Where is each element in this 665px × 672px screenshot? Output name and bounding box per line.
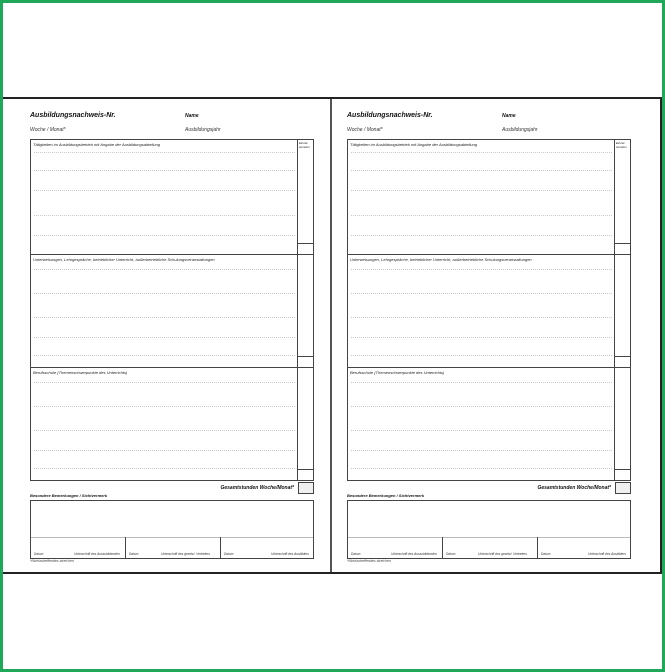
training-year-label: Ausbildungsjahr [502, 127, 538, 133]
guardian-signature-label: Unterschrift des gesetzl. Vertreters [478, 552, 527, 556]
section-label: Unterweisungen, Lehrgespräche, betrieblicher Unterricht, außerbetriebliche Schulungsveranstaltungen [350, 257, 532, 262]
hours-column [614, 368, 630, 480]
name-label: Name [185, 113, 199, 119]
hours-column [297, 368, 313, 480]
trainee-signature-label: Unterschrift des Auszubildenden [74, 552, 120, 556]
signature-date-label: Datum [224, 552, 234, 556]
signature-date-label: Datum [34, 552, 44, 556]
hours-column [614, 255, 630, 367]
footnote: *Nichtzutreffendes streichen [347, 559, 391, 563]
vocational-school-section [347, 367, 631, 481]
hours-label: Einzel-stunden [616, 141, 627, 149]
company-activities-section [347, 139, 631, 255]
instructions-section [347, 254, 631, 368]
remarks-box [347, 500, 631, 559]
trainer-signature-label: Unterschrift des Ausbilders [271, 552, 309, 556]
remarks-section [30, 493, 314, 559]
signature-date-label: Datum [541, 552, 551, 556]
instructions-section [30, 254, 314, 368]
total-hours-label: Gesamtstunden Woche/Monat* [220, 485, 294, 491]
signature-date-label: Datum [351, 552, 361, 556]
remarks-label: Besondere Bemerkungen / Sichtvermerk [30, 493, 108, 498]
report-number-label: Ausbildungsnachweis-Nr. [30, 112, 116, 119]
page-fold [330, 99, 332, 572]
hours-column [614, 140, 630, 254]
section-label: Berufsschule (Themenschwerpunkte des Unterrichts) [33, 370, 128, 375]
right-page [343, 99, 659, 572]
hours-column [297, 140, 313, 254]
week-month-label: Woche / Monat* [347, 127, 383, 133]
remarks-section [347, 493, 631, 559]
trainee-signature-label: Unterschrift des Auszubildenden [391, 552, 437, 556]
remarks-label: Besondere Bemerkungen / Sichtvermerk [347, 493, 425, 498]
total-hours-label: Gesamtstunden Woche/Monat* [537, 485, 611, 491]
remarks-box [30, 500, 314, 559]
section-label: Tätigkeiten im Ausbildungsbetrieb mit Angabe der Ausbildungsabteilung [350, 142, 477, 147]
vocational-school-section [30, 367, 314, 481]
company-activities-section [30, 139, 314, 255]
signature-date-label: Datum [129, 552, 139, 556]
report-spread [3, 97, 662, 574]
report-number-label: Ausbildungsnachweis-Nr. [347, 112, 433, 119]
left-page [3, 99, 319, 572]
hours-label: Einzel-stunden [299, 141, 310, 149]
signature-date-label: Datum [446, 552, 456, 556]
week-month-label: Woche / Monat* [30, 127, 66, 133]
training-year-label: Ausbildungsjahr [185, 127, 221, 133]
section-label: Berufsschule (Themenschwerpunkte des Unterrichts) [350, 370, 445, 375]
hours-column [297, 255, 313, 367]
name-label: Name [502, 113, 516, 119]
guardian-signature-label: Unterschrift des gesetzl. Vertreters [161, 552, 210, 556]
section-label: Tätigkeiten im Ausbildungsbetrieb mit Angabe der Ausbildungsabteilung [33, 142, 160, 147]
section-label: Unterweisungen, Lehrgespräche, betrieblicher Unterricht, außerbetriebliche Schulungsveranstaltungen [33, 257, 215, 262]
trainer-signature-label: Unterschrift des Ausbilders [588, 552, 626, 556]
footnote: *Nichtzutreffendes streichen [30, 559, 74, 563]
